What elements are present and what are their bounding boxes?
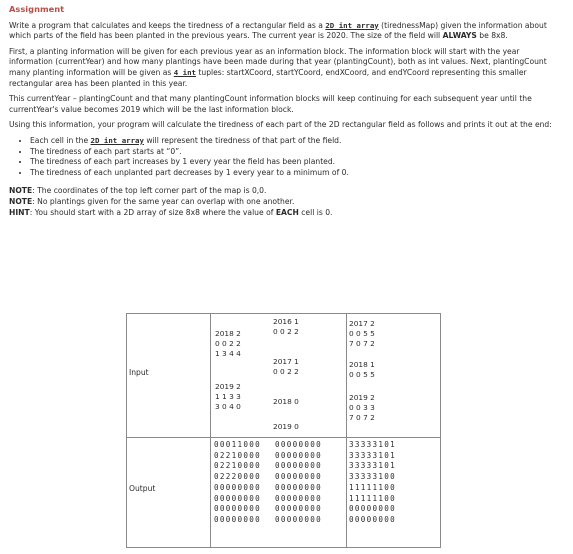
example-table: [126, 313, 441, 548]
input-block-2018: 2018 2 0 0 2 2 1 3 4 4: [215, 329, 241, 359]
page-title: Assignment: [9, 4, 65, 14]
note-label: NOTE: [9, 196, 33, 206]
input-block-2019-b: 2019 2 0 0 3 3 7 0 7 2: [349, 393, 375, 423]
paragraph-intro: [9, 21, 564, 42]
input-block-2017-b: 2017 2 0 0 5 5 7 0 7 2: [349, 319, 375, 349]
input-block-2016: 2016 1 0 0 2 2: [273, 317, 299, 337]
note-label: NOTE: [9, 186, 33, 196]
output-map-3: 33333101 33333101 33333101 33333100 11111100 11111100 00000000 00000000: [349, 440, 396, 524]
intro-text-3: be 8x8.: [476, 31, 508, 41]
note-overlap: [9, 197, 564, 208]
output-map-2: 00000000 00000000 00000000 00000000 00000000 00000000 00000000 00000000: [275, 440, 322, 524]
notes-block: [9, 186, 564, 218]
planting-code: 4 int: [173, 67, 196, 77]
paragraph-planting-info: [9, 47, 564, 89]
output-row: [127, 438, 440, 547]
rule-item: • The tiredness of each unplanted part decreases by 1 every year to a minimum of 0.: [30, 168, 564, 179]
input-block-2018-empty: 2018 0: [273, 397, 299, 406]
hint-text-end: cell is 0.: [298, 207, 333, 217]
rule-item: [30, 136, 564, 147]
paragraph-continuation: This currentYear – plantingCount and that many plantingCount information blocks will keep continuing for each subsequent year until the currentYear's value becomes 2019 which will be the last information block.: [9, 94, 532, 114]
input-block-2019: 2019 2 1 1 3 3 3 0 4 0: [215, 382, 241, 412]
hint: [9, 208, 564, 219]
column-divider: [346, 314, 347, 437]
intro-text-2: (tirednessMap) given the information about which parts of the field has been planted in the previous years. The current year is 2020. The size of the field will: [9, 20, 547, 41]
intro-text-1: Write a program that calculates and keeps the tiredness of a rectangular field as a: [9, 20, 326, 30]
input-block-2017: 2017 1 0 0 2 2: [273, 357, 299, 377]
note-text: : No plantings given for the same year can overlap with one another.: [32, 196, 295, 206]
column-divider: [346, 438, 347, 547]
column-divider: [210, 314, 211, 437]
hint-label: HINT: [9, 207, 30, 217]
intro-code: 2D int array: [325, 20, 379, 30]
rule-item: • The tiredness of each part starts at “0”.: [30, 147, 564, 158]
rules-list: [9, 136, 564, 178]
hint-bold: EACH: [275, 207, 299, 217]
rule-item: • The tiredness of each part increases by 1 every year the field has been planted.: [30, 157, 564, 168]
paragraph-calculation: Using this information, your program will calculate the tiredness of each part of the 2D rectangular field as follows and prints it out at the end:: [9, 120, 552, 130]
output-map-1: 00011000 02210000 02210000 02220000 00000000 00000000 00000000 00000000: [214, 440, 261, 524]
intro-bold: ALWAYS: [442, 31, 477, 41]
assignment-document: [9, 4, 564, 218]
rule-text: will represent the tiredness of that part of the field.: [143, 135, 342, 145]
note-text: : The coordinates of the top left corner part of the map is 0,0.: [32, 186, 267, 196]
rule-code: 2D int array: [90, 135, 144, 145]
output-label: Output: [129, 484, 156, 493]
note-coordinates: [9, 186, 564, 197]
column-divider: [210, 438, 211, 547]
input-label: Input: [129, 368, 149, 377]
input-block-2019-empty: 2019 0: [273, 422, 299, 431]
hint-text: : You should start with a 2D array of size 8x8 where the value of: [29, 207, 276, 217]
planting-text-2: tuples: startXCoord, startYCoord, endXCoord, and endYCoord representing this smaller rectangular area has been planted in this year.: [9, 67, 527, 88]
input-block-2018-b: 2018 1 0 0 5 5: [349, 360, 375, 380]
input-row: [127, 314, 440, 438]
rule-text: Each cell in the: [30, 135, 91, 145]
planting-text-1: First, a planting information will be given for each previous year as an information block. The information block will start with the year information (currentYear) and how many plantings have been made during that year (plantingCount), both as int values. Next, plantingCount many planting information will be given as: [9, 46, 547, 77]
